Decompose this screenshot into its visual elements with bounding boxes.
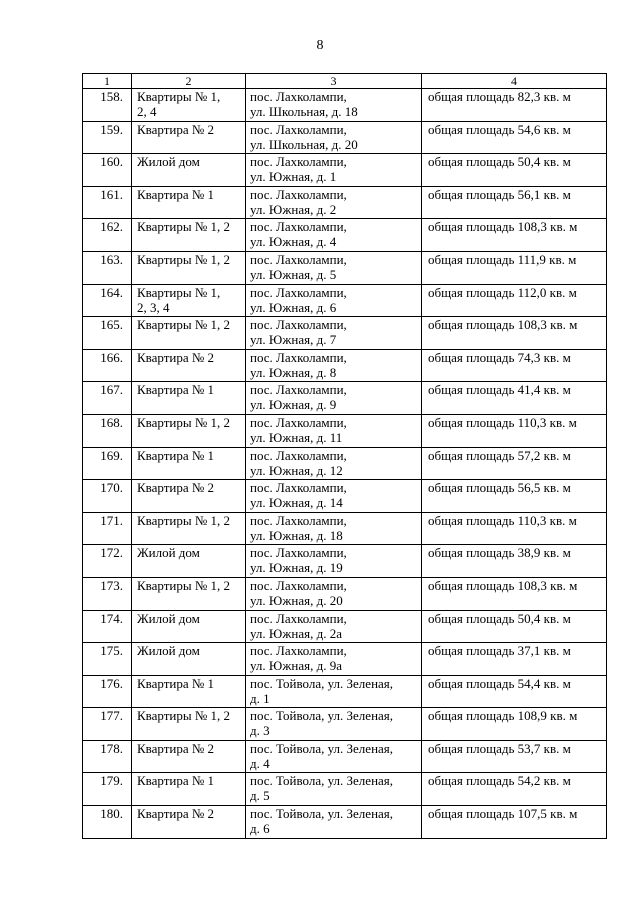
address-line: пос. Лахколампи, — [250, 577, 347, 593]
table-body — [83, 89, 607, 839]
row-number: 162. — [83, 219, 132, 252]
address-line: пос. Лахколампи, — [250, 610, 347, 626]
address-line: ул. Южная, д. 11 — [250, 429, 343, 445]
table-row — [83, 154, 607, 187]
address-line: ул. Южная, д. 18 — [250, 527, 343, 543]
table-row — [83, 284, 607, 317]
address-line: пос. Тойвола, ул. Зеленая, — [250, 773, 394, 789]
table-row — [83, 577, 607, 610]
object-line: 2, 3, 4 — [137, 299, 170, 315]
table-row — [83, 610, 607, 643]
address-line: д. 1 — [250, 690, 270, 706]
area-cell: общая площадь 108,9 кв. м — [422, 708, 607, 741]
object-cell — [132, 643, 246, 676]
object-cell — [132, 284, 246, 317]
area-cell: общая площадь 54,4 кв. м — [422, 675, 607, 708]
address-line: пос. Лахколампи, — [250, 154, 347, 170]
row-number: 175. — [83, 643, 132, 676]
address-line: д. 3 — [250, 723, 270, 739]
address-line: пос. Лахколампи, — [250, 480, 347, 496]
address-line: ул. Южная, д. 6 — [250, 299, 337, 315]
object-line: Квартиры № 1, 2 — [137, 317, 231, 333]
address-cell — [246, 219, 422, 252]
address-line: пос. Лахколампи, — [250, 121, 347, 137]
row-number: 159. — [83, 121, 132, 154]
address-line: д. 6 — [250, 821, 270, 837]
area-cell: общая площадь 108,3 кв. м — [422, 219, 607, 252]
object-cell — [132, 708, 246, 741]
object-cell — [132, 545, 246, 578]
address-cell — [246, 382, 422, 415]
address-line: пос. Лахколампи, — [250, 284, 347, 300]
object-cell — [132, 382, 246, 415]
row-number: 163. — [83, 251, 132, 284]
address-line: д. 5 — [250, 788, 270, 804]
address-line: пос. Лахколампи, — [250, 643, 347, 659]
object-line: Квартира № 2 — [137, 806, 215, 822]
object-line: Квартиры № 1, 2 — [137, 251, 231, 267]
address-line: пос. Лахколампи, — [250, 186, 347, 202]
address-line: пос. Лахколампи, — [250, 317, 347, 333]
area-cell: общая площадь 110,3 кв. м — [422, 512, 607, 545]
address-cell — [246, 480, 422, 513]
table-row — [83, 675, 607, 708]
object-cell — [132, 219, 246, 252]
area-cell: общая площадь 108,3 кв. м — [422, 317, 607, 350]
object-cell — [132, 414, 246, 447]
table-row — [83, 773, 607, 806]
object-line: Жилой дом — [137, 610, 200, 626]
row-number: 172. — [83, 545, 132, 578]
address-line: ул. Школьная, д. 20 — [250, 136, 358, 152]
object-line: Жилой дом — [137, 154, 200, 170]
object-cell — [132, 512, 246, 545]
address-line: ул. Южная, д. 20 — [250, 592, 343, 608]
address-line: пос. Лахколампи, — [250, 89, 347, 104]
address-cell — [246, 806, 422, 839]
row-number: 180. — [83, 806, 132, 839]
row-number: 166. — [83, 349, 132, 382]
object-cell — [132, 610, 246, 643]
table-row — [83, 219, 607, 252]
object-line: Квартира № 2 — [137, 121, 215, 137]
address-cell — [246, 414, 422, 447]
object-cell — [132, 349, 246, 382]
address-line: пос. Лахколампи, — [250, 219, 347, 235]
address-line: ул. Южная, д. 2а — [250, 625, 343, 641]
object-cell — [132, 806, 246, 839]
row-number: 177. — [83, 708, 132, 741]
area-cell: общая площадь 37,1 кв. м — [422, 643, 607, 676]
row-number: 167. — [83, 382, 132, 415]
table-row — [83, 317, 607, 350]
object-line: Квартиры № 1, — [137, 89, 221, 104]
object-cell — [132, 186, 246, 219]
address-line: ул. Южная, д. 14 — [250, 495, 343, 511]
table-row — [83, 708, 607, 741]
row-number: 168. — [83, 414, 132, 447]
object-cell — [132, 675, 246, 708]
address-line: пос. Лахколампи, — [250, 251, 347, 267]
area-cell: общая площадь 41,4 кв. м — [422, 382, 607, 415]
address-line: ул. Южная, д. 7 — [250, 332, 337, 348]
object-cell — [132, 121, 246, 154]
row-number: 178. — [83, 740, 132, 773]
object-line: Квартира № 1 — [137, 675, 215, 691]
table-row — [83, 186, 607, 219]
object-cell — [132, 480, 246, 513]
column-header: 2 — [132, 74, 246, 89]
address-cell — [246, 643, 422, 676]
column-header: 1 — [83, 74, 132, 89]
area-cell: общая площадь 56,5 кв. м — [422, 480, 607, 513]
area-cell: общая площадь 57,2 кв. м — [422, 447, 607, 480]
address-cell — [246, 512, 422, 545]
address-cell — [246, 708, 422, 741]
address-cell — [246, 447, 422, 480]
row-number: 176. — [83, 675, 132, 708]
object-line: Жилой дом — [137, 643, 200, 659]
address-line: пос. Лахколампи, — [250, 512, 347, 528]
area-cell: общая площадь 82,3 кв. м — [422, 89, 607, 122]
table-row — [83, 643, 607, 676]
object-line: Квартиры № 1, 2 — [137, 708, 231, 724]
row-number: 171. — [83, 512, 132, 545]
address-cell — [246, 545, 422, 578]
table-row — [83, 512, 607, 545]
property-table — [82, 73, 607, 839]
address-cell — [246, 121, 422, 154]
object-line: Квартиры № 1, 2 — [137, 219, 231, 235]
row-number: 161. — [83, 186, 132, 219]
table-row — [83, 480, 607, 513]
object-cell — [132, 773, 246, 806]
address-line: пос. Лахколампи, — [250, 447, 347, 463]
row-number: 173. — [83, 577, 132, 610]
address-cell — [246, 577, 422, 610]
address-cell — [246, 317, 422, 350]
row-number: 160. — [83, 154, 132, 187]
area-cell: общая площадь 112,0 кв. м — [422, 284, 607, 317]
object-cell — [132, 317, 246, 350]
table-row — [83, 740, 607, 773]
address-line: ул. Южная, д. 9а — [250, 658, 343, 674]
object-line: Квартира № 1 — [137, 382, 215, 398]
object-line: Квартиры № 1, 2 — [137, 414, 231, 430]
table-header-row — [83, 74, 607, 89]
object-line: Жилой дом — [137, 545, 200, 561]
row-number: 158. — [83, 89, 132, 122]
table-row — [83, 349, 607, 382]
table-row — [83, 89, 607, 122]
area-cell: общая площадь 111,9 кв. м — [422, 251, 607, 284]
address-cell — [246, 89, 422, 122]
row-number: 170. — [83, 480, 132, 513]
table-row — [83, 414, 607, 447]
area-cell: общая площадь 38,9 кв. м — [422, 545, 607, 578]
address-cell — [246, 610, 422, 643]
address-line: пос. Тойвола, ул. Зеленая, — [250, 675, 394, 691]
table-row — [83, 545, 607, 578]
object-line: Квартиры № 1, 2 — [137, 512, 231, 528]
address-line: ул. Южная, д. 4 — [250, 234, 337, 250]
address-line: пос. Тойвола, ул. Зеленая, — [250, 708, 394, 724]
row-number: 169. — [83, 447, 132, 480]
row-number: 165. — [83, 317, 132, 350]
table-row — [83, 121, 607, 154]
object-cell — [132, 154, 246, 187]
area-cell: общая площадь 108,3 кв. м — [422, 577, 607, 610]
address-cell — [246, 186, 422, 219]
object-line: Квартира № 1 — [137, 447, 215, 463]
address-line: пос. Лахколампи, — [250, 382, 347, 398]
address-line: пос. Тойвола, ул. Зеленая, — [250, 740, 394, 756]
object-line: Квартира № 2 — [137, 480, 215, 496]
object-line: Квартира № 1 — [137, 773, 215, 789]
area-cell: общая площадь 110,3 кв. м — [422, 414, 607, 447]
address-line: пос. Тойвола, ул. Зеленая, — [250, 806, 394, 822]
object-cell — [132, 740, 246, 773]
table-row — [83, 447, 607, 480]
address-cell — [246, 154, 422, 187]
area-cell: общая площадь 54,2 кв. м — [422, 773, 607, 806]
address-cell — [246, 773, 422, 806]
area-cell: общая площадь 54,6 кв. м — [422, 121, 607, 154]
object-line: Квартиры № 1, 2 — [137, 577, 231, 593]
object-line: Квартира № 2 — [137, 349, 215, 365]
area-cell: общая площадь 50,4 кв. м — [422, 154, 607, 187]
address-line: д. 4 — [250, 755, 270, 771]
area-cell: общая площадь 74,3 кв. м — [422, 349, 607, 382]
object-cell — [132, 447, 246, 480]
object-cell — [132, 577, 246, 610]
address-line: ул. Южная, д. 1 — [250, 169, 337, 185]
address-cell — [246, 349, 422, 382]
address-cell — [246, 675, 422, 708]
object-cell — [132, 251, 246, 284]
address-line: пос. Лахколампи, — [250, 545, 347, 561]
address-cell — [246, 251, 422, 284]
address-line: ул. Южная, д. 9 — [250, 397, 337, 413]
row-number: 164. — [83, 284, 132, 317]
object-line: Квартира № 2 — [137, 740, 215, 756]
table-row — [83, 251, 607, 284]
row-number: 174. — [83, 610, 132, 643]
address-line: ул. Южная, д. 12 — [250, 462, 343, 478]
address-line: ул. Школьная, д. 18 — [250, 104, 358, 119]
column-header: 3 — [246, 74, 422, 89]
address-line: ул. Южная, д. 2 — [250, 201, 337, 217]
address-cell — [246, 740, 422, 773]
area-cell: общая площадь 50,4 кв. м — [422, 610, 607, 643]
address-line: пос. Лахколампи, — [250, 349, 347, 365]
address-line: ул. Южная, д. 8 — [250, 364, 337, 380]
address-line: ул. Южная, д. 5 — [250, 266, 337, 282]
area-cell: общая площадь 53,7 кв. м — [422, 740, 607, 773]
address-line: ул. Южная, д. 19 — [250, 560, 343, 576]
object-line: Квартира № 1 — [137, 186, 215, 202]
column-header: 4 — [422, 74, 607, 89]
address-line: пос. Лахколампи, — [250, 414, 347, 430]
page-number: 8 — [316, 38, 324, 53]
object-line: 2, 4 — [137, 104, 157, 119]
area-cell: общая площадь 56,1 кв. м — [422, 186, 607, 219]
table-row — [83, 382, 607, 415]
row-number: 179. — [83, 773, 132, 806]
address-cell — [246, 284, 422, 317]
area-cell: общая площадь 107,5 кв. м — [422, 806, 607, 839]
object-cell — [132, 89, 246, 122]
object-line: Квартиры № 1, — [137, 284, 221, 300]
table-row — [83, 806, 607, 839]
